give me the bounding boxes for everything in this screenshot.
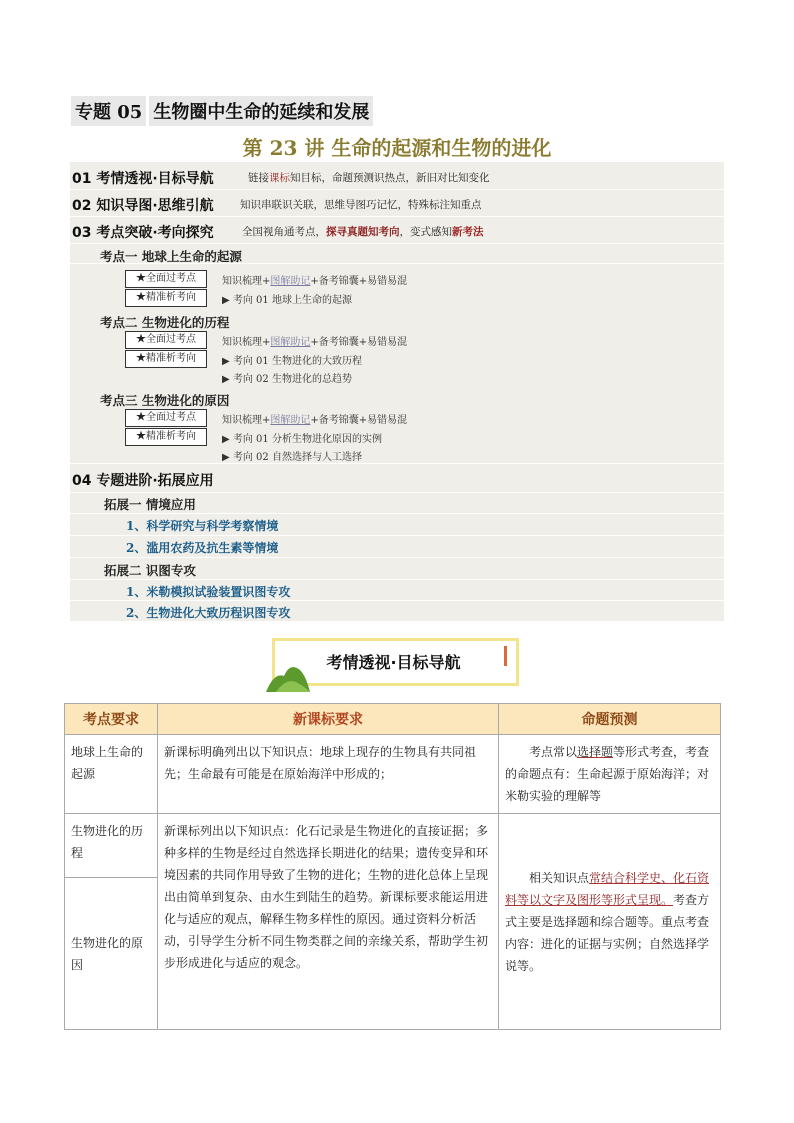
badge-precise-1: ★精准析考向 [125,289,207,307]
cell-point-history: 生物进化的历程 [65,814,158,878]
requirements-table [64,703,721,1030]
table-header-row [65,704,721,735]
badge-overview-3: ★全面过考点 [125,409,207,427]
tuozhan-2-item-1: 1、米勒模拟试验装置识图专攻 [126,585,291,599]
kaodian-1-row [70,244,724,264]
lecture-title: 第 23 讲 生命的起源和生物的进化 [242,136,552,160]
cell-point-cause: 生物进化的原因 [65,878,158,1030]
badge-overview-2: ★全面过考点 [125,331,207,349]
outline-row-01 [70,162,724,190]
kaodian-3-title: 考点三 生物进化的原因 [100,393,230,408]
section-title-01: 01 考情透视·目标导航 [72,171,214,187]
tuozhan-1-title: 拓展一 情境应用 [104,497,196,512]
topic-number: 专题 05 [71,96,146,126]
banner-label: 考情透视·目标导航 [326,653,461,672]
study-line-2: 知识梳理+图解助记+备考锦囊+易错易混 [222,337,408,348]
section-title-03: 03 考点突破·考向探究 [72,225,214,241]
tuozhan-1-item-2: 2、滥用农药及抗生素等情境 [126,541,279,555]
section-banner [266,636,521,690]
header-prediction: 命题预测 [499,704,721,735]
outline-row-04 [70,463,724,493]
tuozhan-2-title: 拓展二 识图专攻 [104,563,196,578]
table-row [65,735,721,814]
cell-standard-origin: 新课标明确列出以下知识点：地球上现存的生物具有共同祖先；生命最有可能是在原始海洋中形成的； [158,735,499,814]
badge-precise-3: ★精准析考向 [125,428,207,446]
study-line-1: 知识梳理+图解助记+备考锦囊+易错易混 [222,276,408,287]
topic-name: 生物圈中生命的延续和发展 [149,96,373,126]
section-desc-03: 全国视角通考点，探寻真题知考向，变式感知新考法 [242,226,484,238]
tuozhan-2-item-2: 2、生物进化大致历程识图专攻 [126,606,291,620]
kaoxiang-2-1: ▶ 考向 01 生物进化的大致历程 [222,356,362,367]
cell-prediction-origin: 考点常以选择题等形式考查，考查的命题点有：生命起源于原始海洋；对米勒实验的理解等 [499,735,721,814]
kaoxiang-2-2: ▶ 考向 02 生物进化的总趋势 [222,374,352,385]
kaodian-2-title: 考点二 生物进化的历程 [100,315,230,330]
tuozhan-1-item-2-row [70,536,724,558]
section-desc-01: 链接课标知目标，命题预测识热点，新旧对比知变化 [248,172,490,184]
header-standard: 新课标要求 [158,704,499,735]
outline-row-02 [70,190,724,217]
table-row [65,814,721,878]
section-title-04: 04 专题进阶·拓展应用 [72,473,214,489]
tuozhan-2-item-1-row [70,580,724,601]
kaoxiang-3-2: ▶ 考向 02 自然选择与人工选择 [222,452,362,463]
study-line-3: 知识梳理+图解助记+备考锦囊+易错易混 [222,415,408,426]
cell-prediction-evolution: 相关知识点常结合科学史、化石资料等以文字及图形等形式呈现。考查方式主要是选择题和综合题等。重点考查内容：进化的证据与实例；自然选择学说等。 [499,814,721,1030]
tuozhan-2-row [70,558,724,580]
outline-box [70,162,724,621]
section-title-02: 02 知识导图·思维引航 [72,198,214,214]
kaodian-1-title: 考点一 地球上生命的起源 [100,249,242,264]
tuozhan-1-item-1-row [70,514,724,536]
kaoxiang-1-1: ▶ 考向 01 地球上生命的起源 [222,295,352,306]
tuozhan-2-item-2-row [70,601,724,621]
cell-standard-evolution: 新课标列出以下知识点：化石记录是生物进化的直接证据；多种多样的生物是经过自然选择长期进化的结果；遗传变异和环境因素的共同作用导致了生物的进化；生物的进化总体上呈现出由简单到复杂、由水生到陆生的趋势。新课标要求能运用进化与适应的观点，解释生物多样性的原因。通过资料分析活动，引导学生分析不同生物类群之间的亲缘关系，帮助学生初步形成进化与适应的观念。 [158,814,499,1030]
topic-title [71,96,373,126]
tuozhan-1-row [70,492,724,514]
kaoxiang-3-1: ▶ 考向 01 分析生物进化原因的实例 [222,434,382,445]
section-desc-02: 知识串联识关联，思维导图巧记忆，特殊标注知重点 [240,199,482,211]
badge-overview-1: ★全面过考点 [125,270,207,288]
badge-precise-2: ★精准析考向 [125,350,207,368]
tuozhan-1-item-1: 1、科学研究与科学考察情境 [126,519,279,533]
cell-point-origin: 地球上生命的起源 [65,735,158,814]
outline-row-03 [70,217,724,244]
header-kaodian: 考点要求 [65,704,158,735]
